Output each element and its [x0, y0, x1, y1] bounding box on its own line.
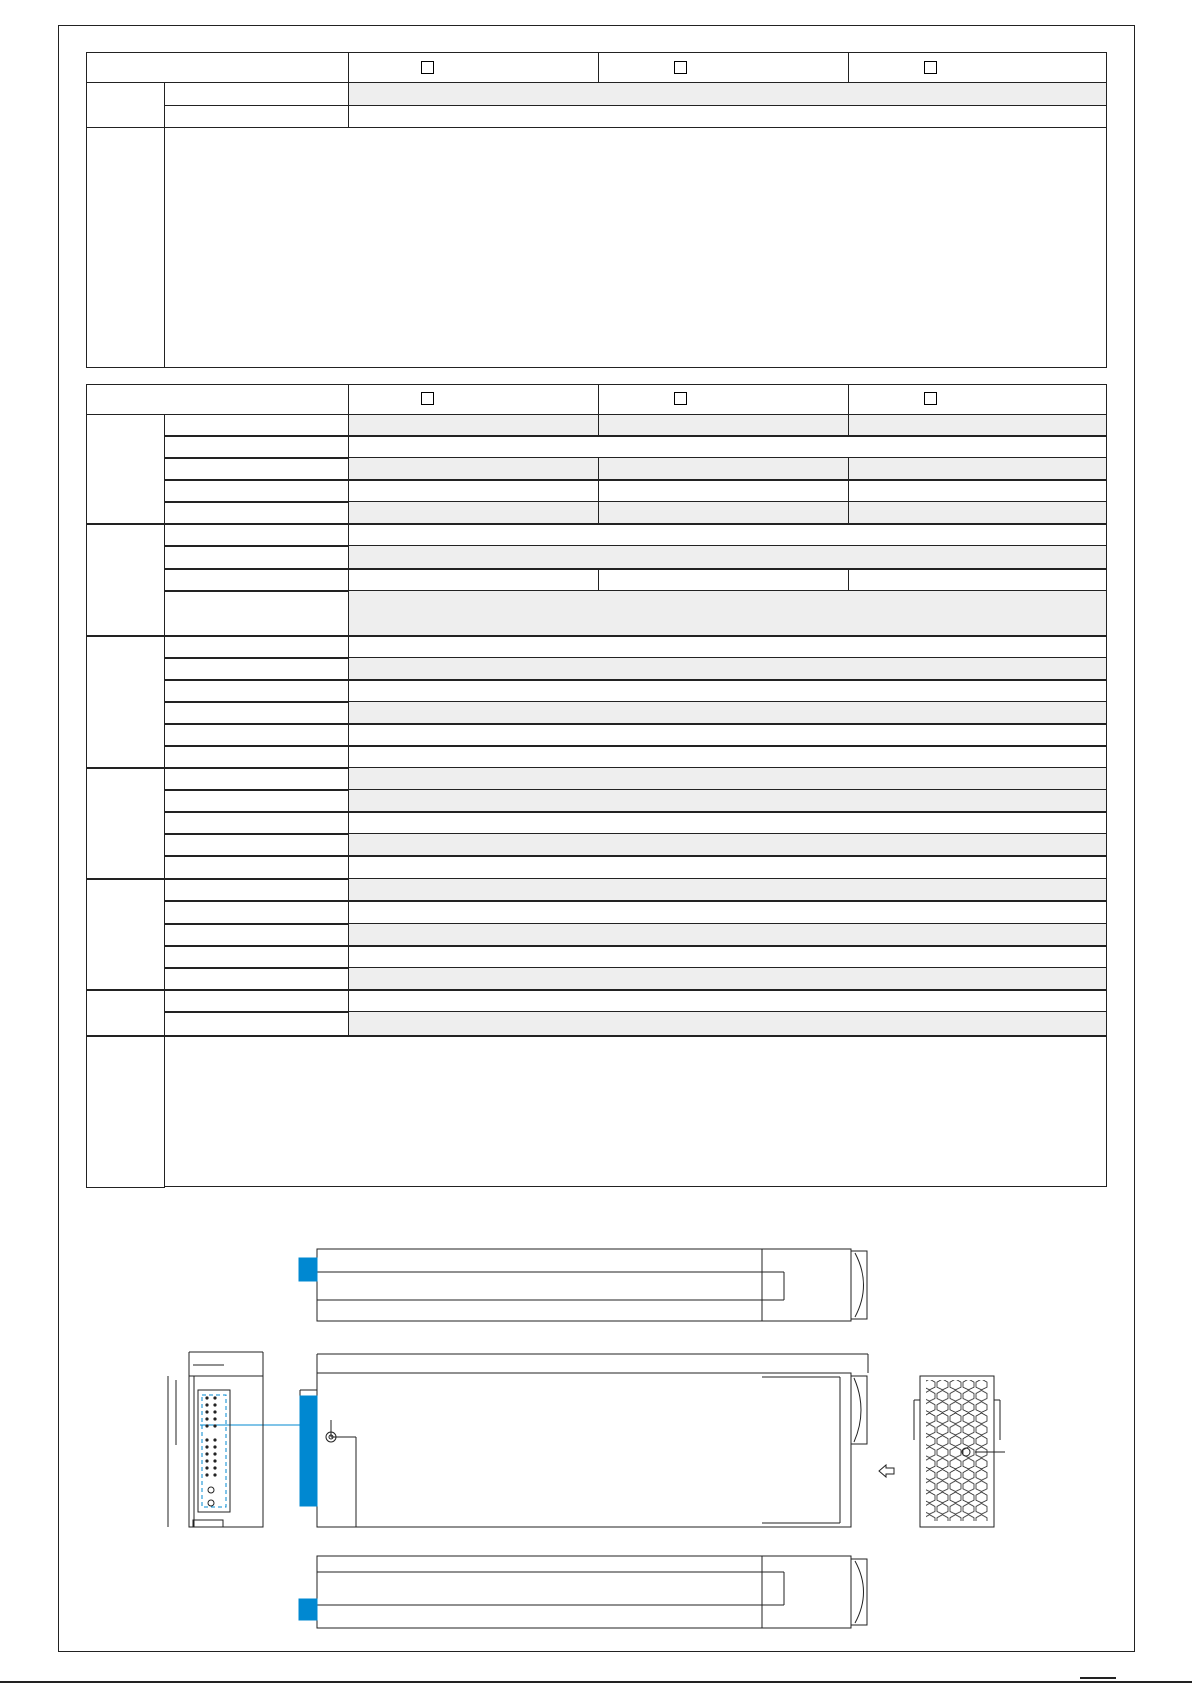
footer-tick: [1080, 1677, 1116, 1683]
arrow-left-icon: [879, 1465, 894, 1477]
side-view-drawing: [200, 1354, 868, 1527]
footer-rule: [0, 1681, 1192, 1683]
bottom-view-drawing: [299, 1556, 867, 1628]
top-view-drawing: [299, 1249, 867, 1321]
rear-fan-grille-view: [914, 1376, 1005, 1527]
front-connector-view: [168, 1352, 263, 1527]
